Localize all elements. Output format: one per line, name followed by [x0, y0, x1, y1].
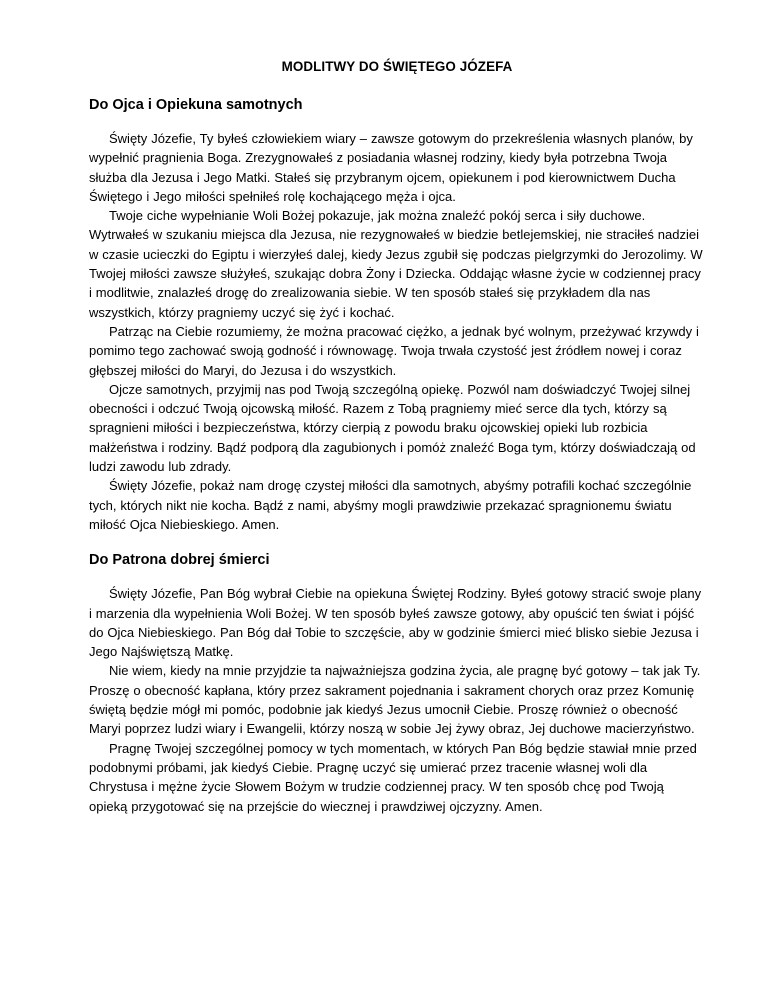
document-title: MODLITWY DO ŚWIĘTEGO JÓZEFA	[281, 59, 513, 74]
paragraph: Twoje ciche wypełnianie Woli Bożej pokazuje, jak można znaleźć pokój serca i siły duchowe. Wytrwałeś w szukaniu miejsca dla Jezusa, nie rezygnowałeś w biedzie betlejemskiej, nie straciłeś nadziei w czasie ucieczki do Egiptu i wierzyłeś dalej, kiedy Jezus zgubił się podczas pielgrzymki do Jerozolimy. W Twojej miłości zawsze służyłeś, szukając dobra Żony i Dziecka. Oddając własne życie w codziennej pracy i modlitwie, znalazłeś drogę do zrealizowania siebie. W ten sposób stałeś się przykładem dla nas wszystkich, którzy pragniemy uczyć się żyć i kochać.	[89, 208, 703, 320]
paragraph: Święty Józefie, Ty byłeś człowiekiem wiary – zawsze gotowym do przekreślenia własnych planów, by wypełnić pragnienia Boga. Zrezygnowałeś z posiadania własnej rodziny, kiedy była potrzebna Twoja służba dla Jezusa i Jego Matki. Stałeś się przybranym ojcem, opiekunem i pod kierownictwem Ducha Świętego i Jego miłości spełniłeś rolę kochającego męża i ojca.	[89, 131, 693, 204]
section-heading-patrona-smierci: Do Patrona dobrej śmierci	[89, 552, 270, 569]
paragraph: Ojcze samotnych, przyjmij nas pod Twoją szczególną opiekę. Pozwól nam doświadczyć Twojej silnej obecności i odczuć Twoją ojcowską miłość. Razem z Tobą pragniemy mieć serce dla tych, którzy są spragnieni miłości i bezpieczeństwa, którzy cierpią z powodu braku ojcowskiej opieki lub rozbicia małżeństwa i rodziny. Bądź podporą dla zagubionych i pomóż znaleźć Boga tym, którzy doświadczają od ludzi zawodu lub zdrady.	[89, 381, 696, 475]
paragraph: Święty Józefie, pokaż nam drogę czystej miłości dla samotnych, abyśmy potrafili kochać szczególnie tych, których nikt nie kocha. Bądź z nami, abyśmy mogli prawdziwie przekazać spragnionemu światu miłość Ojca Niebieskiego. Amen.	[89, 478, 692, 532]
paragraph: Patrząc na Ciebie rozumiemy, że można pracować ciężko, a jednak być wolnym, przeżywać krzywdy i pomimo tego zachować swoją godność i równowagę. Twoja trwała czystość jest źródłem nowej i coraz głębszej miłości do Maryi, do Jezusa i do wszystkich.	[89, 323, 699, 378]
paragraph: Święty Józefie, Pan Bóg wybrał Ciebie na opiekuna Świętej Rodziny. Byłeś gotowy stracić swoje plany i marzenia dla wypełnienia Woli Bożej. W ten sposób byłeś zawsze gotowy, aby opuścić ten świat i pójść do Ojca Niebieskiego. Pan Bóg dał Tobie to szczęście, aby w godzinie śmierci mieć blisko siebie Jezusa i Jego Najświętszą Matkę.	[89, 586, 702, 660]
section-heading-ojca-opiekuna: Do Ojca i Opiekuna samotnych	[89, 97, 303, 113]
document-page	[89, 52, 705, 816]
paragraph: Pragnę Twojej szczególnej pomocy w tych momentach, w których Pan Bóg będzie stawiał mnie przed podobnymi próbami, jak kiedyś Ciebie. Pragnę uczyć się umierać przez tracenie własnej woli dla Chrystusa i mężne życie Słowem Bożym w trudzie codziennej pracy. W ten sposób chcę pod Twoją opieką przygotować się na przejście do wiecznej i prawdziwej ojczyzny. Amen.	[89, 740, 697, 814]
section-body-ojca-opiekuna	[89, 129, 705, 534]
paragraph: Nie wiem, kiedy na mnie przyjdzie ta najważniejsza godzina życia, ale pragnę być gotowy – tak jak Ty. Proszę o obecność kapłana, który przez sakrament pojednania i sakrament chorych oraz przez Komunię świętą będzie mógł mi pomóc, podobnie jak kiedyś Jezus umocnił Ciebie. Proszę również o obecność Maryi poprzez ludzi wiary i Ewangelii, którzy noszą w sobie Jej żywy obraz, Jej duchowe macierzyństwo.	[89, 663, 701, 737]
section-body-patrona-smierci	[89, 584, 705, 816]
